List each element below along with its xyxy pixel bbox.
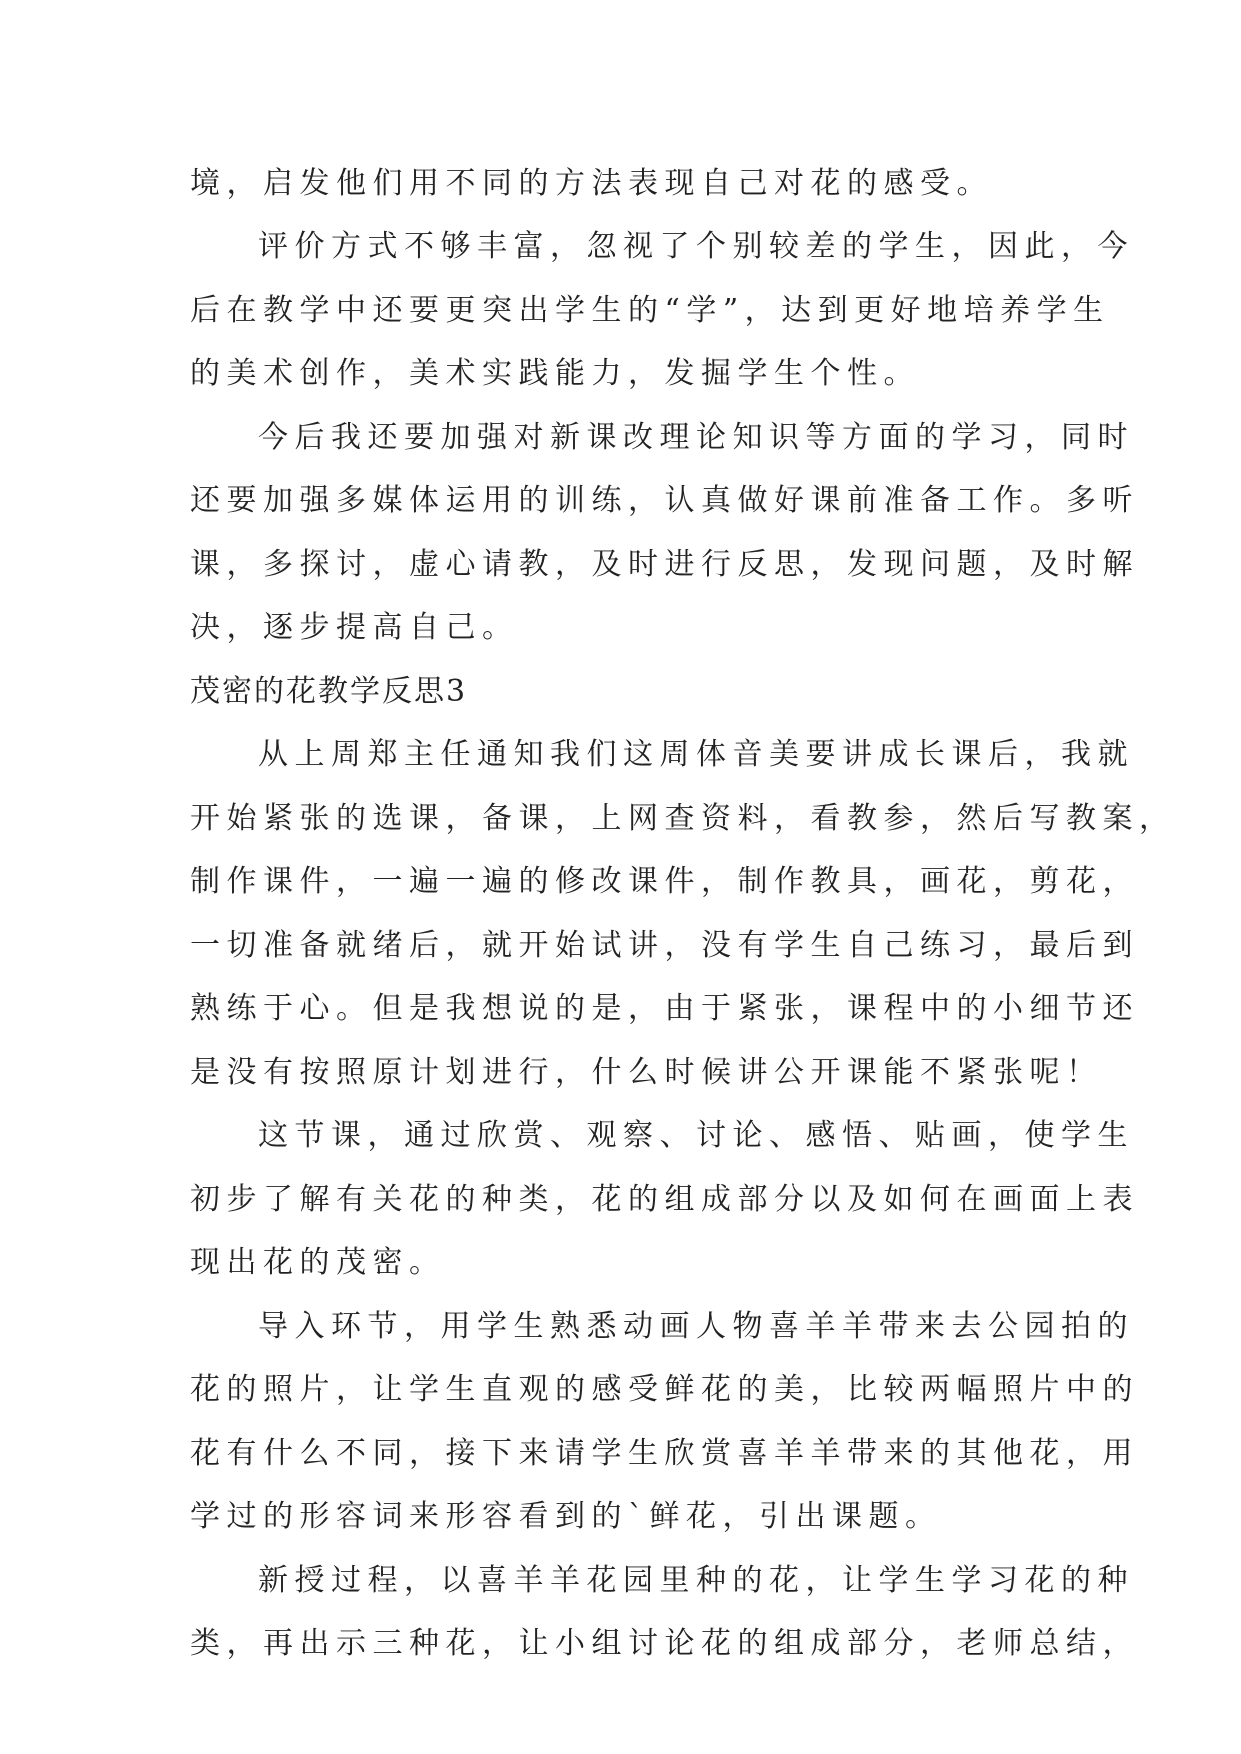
text-line: 后在教学中还要更突出学生的“学”，达到更好地培养学生	[190, 293, 1110, 328]
text-line: 类，再出示三种花，让小组讨论花的组成部分，老师总结，	[190, 1626, 1139, 1661]
text-line: 现出花的茂密。	[190, 1245, 446, 1280]
paragraph-start-line: 评价方式不够丰富，忽视了个别较差的学生，因此，今	[258, 229, 1134, 264]
text-line: 决，逐步提高自己。	[190, 610, 519, 645]
text-line: 制作课件，一遍一遍的修改课件，制作教具，画花，剪花，	[190, 864, 1139, 899]
text-line: 花有什么不同，接下来请学生欣赏喜羊羊带来的其他花，用	[190, 1436, 1139, 1471]
text-line: 开始紧张的选课，备课，上网查资料，看教参，然后写教案，	[190, 801, 1176, 836]
paragraph-start-line: 这节课，通过欣赏、观察、讨论、感悟、贴画，使学生	[258, 1118, 1134, 1153]
text-line: 初步了解有关花的种类，花的组成部分以及如何在画面上表	[190, 1182, 1139, 1217]
text-line: 课，多探讨，虚心请教，及时进行反思，发现问题，及时解	[190, 547, 1139, 582]
text-line: 熟练于心。但是我想说的是，由于紧张，课程中的小细节还	[190, 991, 1139, 1026]
text-line: 境，启发他们用不同的方法表现自己对花的感受。	[190, 166, 993, 201]
text-line: 是没有按照原计划进行，什么时候讲公开课能不紧张呢！	[190, 1055, 1103, 1090]
paragraph-start-line: 从上周郑主任通知我们这周体音美要讲成长课后，我就	[258, 737, 1134, 772]
section-heading: 茂密的花教学反思3	[190, 674, 468, 709]
paragraph-start-line: 新授过程，以喜羊羊花园里种的花，让学生学习花的种	[258, 1563, 1134, 1598]
text-line: 学过的形容词来形容看到的`鲜花，引出课题。	[190, 1499, 942, 1534]
text-line: 还要加强多媒体运用的训练，认真做好课前准备工作。多听	[190, 483, 1139, 518]
text-line: 的美术创作，美术实践能力，发掘学生个性。	[190, 356, 920, 391]
text-line: 花的照片，让学生直观的感受鲜花的美，比较两幅照片中的	[190, 1372, 1139, 1407]
paragraph-start-line: 导入环节，用学生熟悉动画人物喜羊羊带来去公园拍的	[258, 1309, 1134, 1344]
paragraph-start-line: 今后我还要加强对新课改理论知识等方面的学习，同时	[258, 420, 1134, 455]
text-line: 一切准备就绪后，就开始试讲，没有学生自己练习，最后到	[190, 928, 1139, 963]
